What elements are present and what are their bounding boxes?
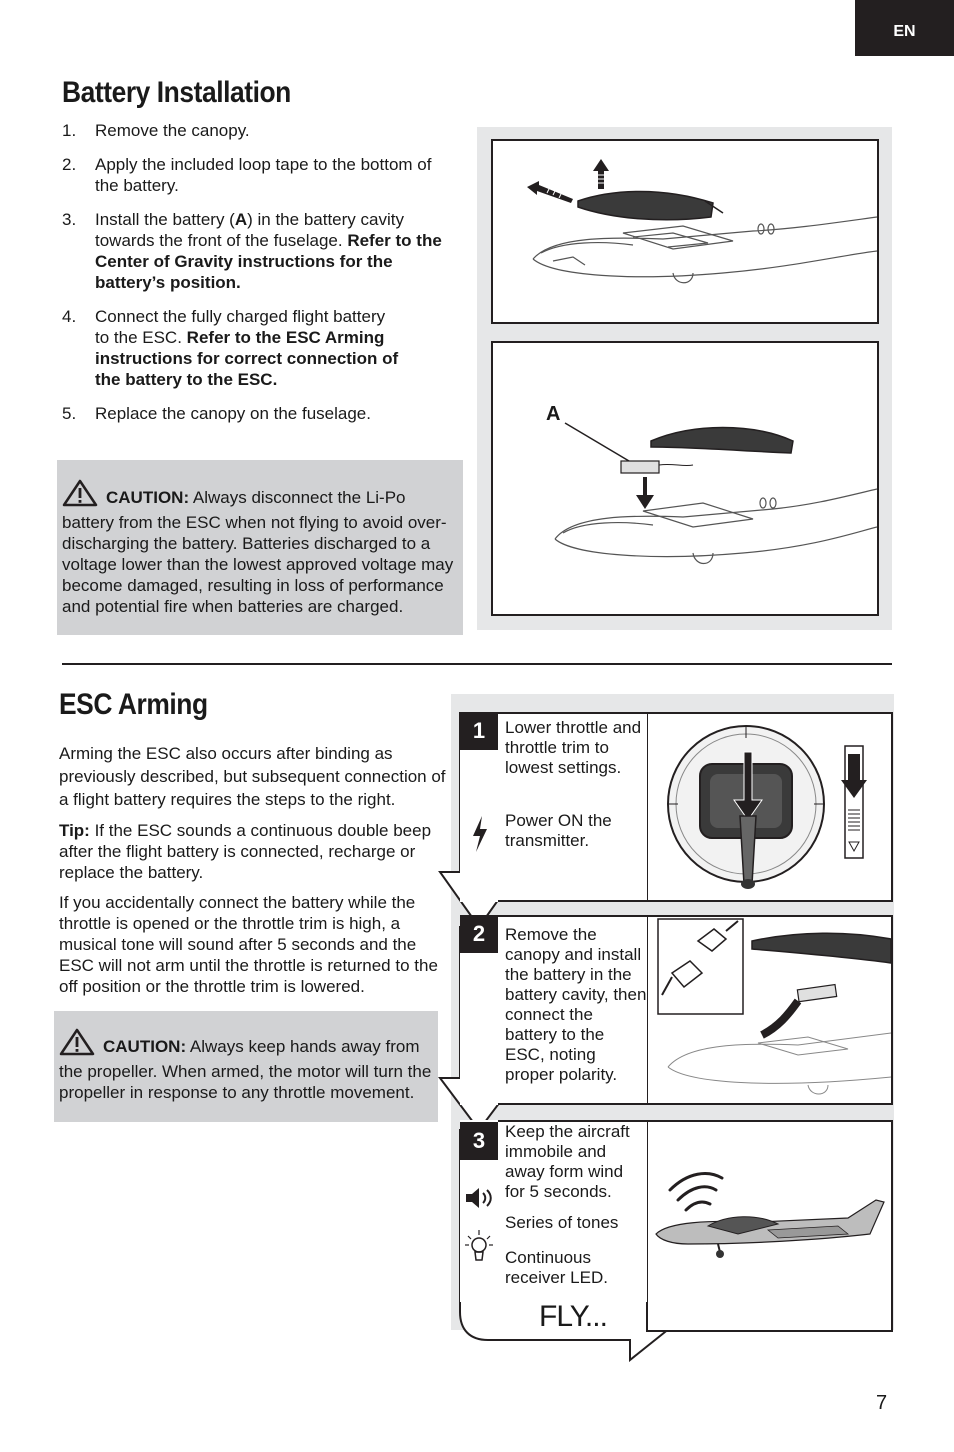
battery-step-4: [62, 306, 457, 390]
step-1-figure: [646, 712, 893, 902]
step-1-number: 1: [460, 712, 498, 750]
esc-caution-box: [54, 1011, 438, 1122]
esc-tip-paragraph: [59, 820, 454, 883]
battery-insertion-illustration: [493, 343, 877, 614]
step-2-text: Remove the canopy and install the battery in the battery cavity, then connect the battery to the ESC, noting proper polarity.: [505, 925, 647, 1084]
fly-label: FLY...: [539, 1300, 607, 1333]
step-number: 3.: [62, 210, 77, 229]
step-text-part: Connect the fully charged flight battery to the ESC.: [95, 307, 386, 347]
step-text: Replace the canopy on the fuselage.: [95, 404, 371, 423]
step-text-bold: Refer to the Center of Gravity instructions for the battery’s position.: [95, 231, 442, 292]
battery-installation-title: Battery Installation: [62, 76, 291, 109]
battery-connection-illustration: [648, 917, 891, 1103]
step-text-bold: Refer to the ESC Arming instructions for correct connection of the battery to the ESC.: [95, 328, 399, 389]
section-divider: [62, 663, 892, 665]
warning-icon: [59, 1028, 95, 1061]
esc-intro-paragraph: Arming the ESC also occurs after binding as previously described, but subsequent connection of a flight battery requires the steps to the right.: [59, 744, 446, 809]
battery-caution-box: [57, 460, 463, 635]
step-text: Apply the included loop tape to the bottom of the battery.: [95, 155, 432, 195]
step-text-letter: A: [234, 210, 248, 229]
step-number: 5.: [62, 404, 77, 423]
power-bolt-icon: [470, 816, 490, 852]
warning-icon: [62, 479, 98, 512]
step-2-figure: [646, 915, 893, 1105]
language-tab: EN: [855, 0, 954, 56]
step-2-number: 2: [460, 915, 498, 953]
caution-label: CAUTION:: [103, 1037, 187, 1056]
step-3-text-led: Continuous receiver LED.: [505, 1248, 608, 1287]
battery-step-2: [62, 154, 457, 196]
tip-label: Tip:: [59, 821, 90, 840]
step-text-part: ) in the battery cavity towards the front of the fuselage.: [95, 210, 404, 250]
battery-step-3: [62, 209, 457, 293]
caution-text: Always keep hands away from the propeller. When armed, the motor will turn the propeller in response to any throttle movement.: [59, 1037, 432, 1102]
esc-arming-title: ESC Arming: [59, 688, 208, 721]
caution-text: Always disconnect the Li-Po battery from the ESC when not flying to avoid over-discharging the battery. Batteries discharged to a voltage lower than the lowest approved voltage may become damaged, resulting in loss of performance and potential fire when batteries are charged.: [62, 488, 454, 616]
canopy-removal-illustration: [493, 141, 877, 322]
step-text: Remove the canopy.: [95, 121, 250, 140]
caution-label: CAUTION:: [106, 488, 190, 507]
battery-step-5: [62, 403, 457, 424]
step-text: [95, 209, 457, 293]
step-number: 2.: [62, 155, 77, 174]
step-3-number: 3: [460, 1122, 498, 1160]
transmitter-gimbal-illustration: [648, 714, 891, 900]
step-3-figure: [646, 1120, 893, 1332]
step-1-text: Lower throttle and throttle trim to lowest settings.: [505, 718, 642, 777]
step-text-part: Install the battery (: [95, 210, 235, 229]
battery-label-a: A: [546, 403, 561, 425]
battery-step-1: [62, 120, 457, 141]
aircraft-tones-illustration: [648, 1122, 891, 1330]
led-bulb-icon: [464, 1228, 494, 1268]
page-number: 7: [876, 1392, 888, 1414]
battery-steps-list: [62, 120, 457, 437]
step-number: 4.: [62, 307, 77, 326]
step-number: 1.: [62, 121, 77, 140]
step-3-text: Keep the aircraft immobile and away form wind for 5 seconds.: [505, 1122, 630, 1201]
speaker-icon: [464, 1186, 494, 1210]
battery-insertion-figure: [491, 341, 879, 616]
step-3-text-tones: Series of tones: [505, 1213, 619, 1232]
tip-text: If the ESC sounds a continuous double beep after the flight battery is connected, recharge or replace the battery.: [59, 821, 432, 882]
canopy-removal-figure: [491, 139, 879, 324]
step-text: [95, 306, 457, 390]
esc-accident-paragraph: If you accidentally connect the battery while the throttle is opened or the throttle trim is high, a musical tone will sound after 5 seconds and the ESC will not arm until the throttle is returned to the off position or the throttle trim is lowered.: [59, 893, 438, 996]
step-1-text-power: Power ON the transmitter.: [505, 811, 612, 850]
